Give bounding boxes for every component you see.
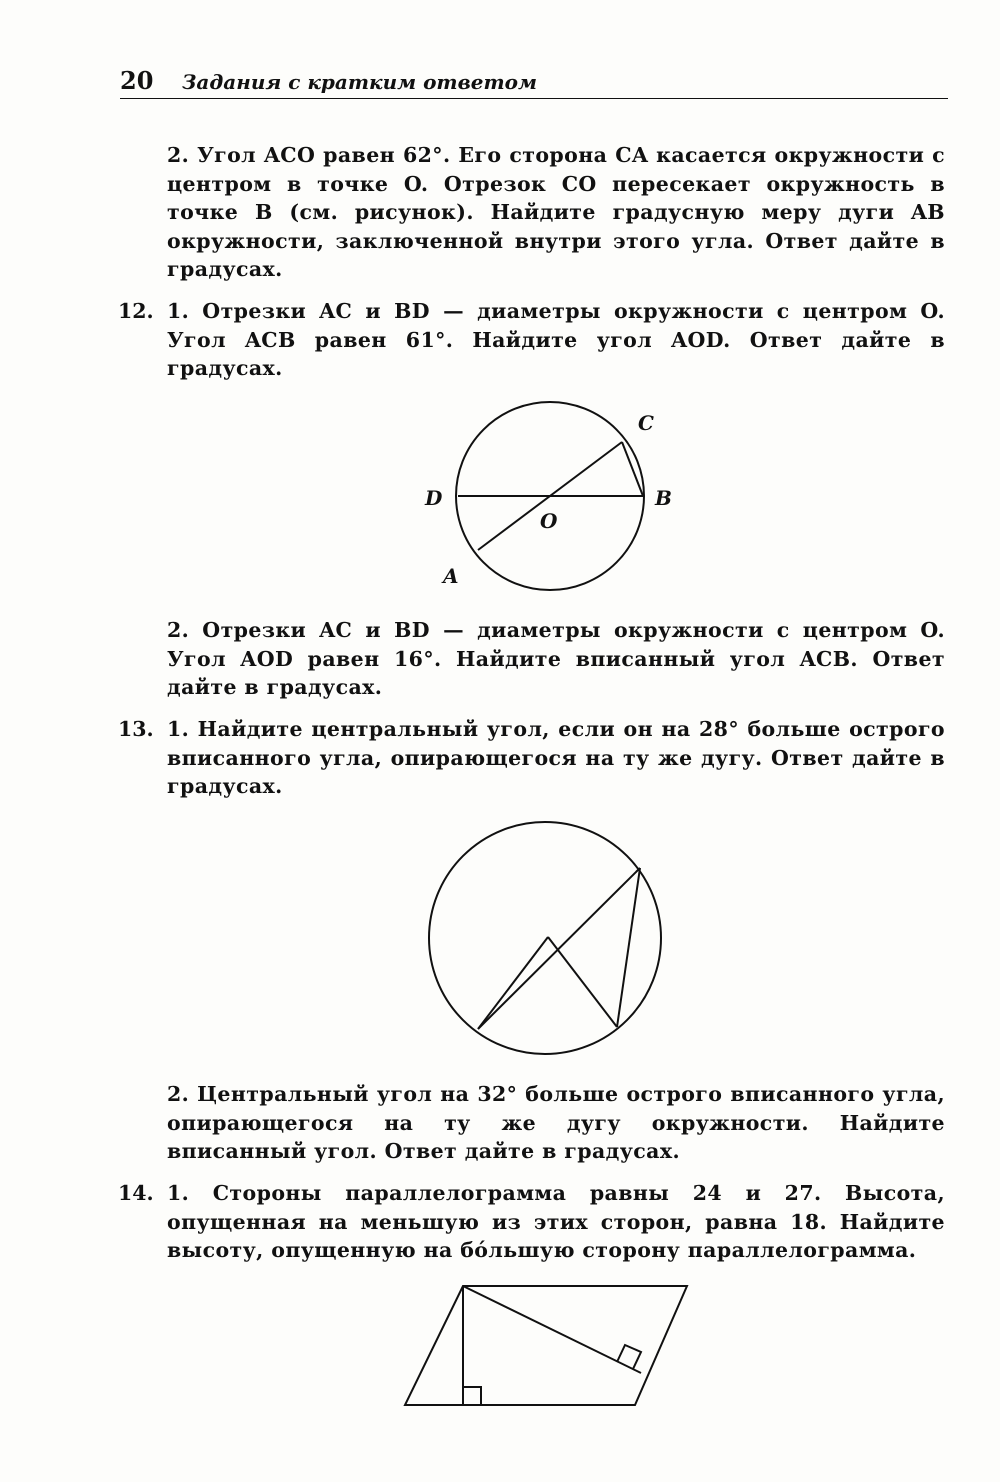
label-a: A <box>443 564 459 588</box>
problem-14-1-text: 1. Стороны параллелограмма равны 24 и 27. Высота, опущенная на меньшую из этих сторон, равна 18. Найдите высоту, опущенную на бóльшую сторону параллелограмма. <box>167 1181 945 1262</box>
problem-13-1-text: 1. Найдите центральный угол, если он на 28° больше острого вписанного угла, опирающегося на ту же дугу. Ответ дайте в градусах. <box>167 717 945 798</box>
problem-number-13: 13. <box>118 717 154 741</box>
problem-number-14: 14. <box>118 1181 154 1205</box>
radius-1 <box>478 937 548 1029</box>
label-c: C <box>638 411 654 435</box>
problem-12-2-text: 2. Отрезки AC и BD — диаметры окружности с центром O. Угол AOD равен 16°. Найдите вписанный угол ACB. Ответ дайте в градусах. <box>167 618 945 699</box>
radius-2 <box>548 937 617 1027</box>
right-angle-mark-1 <box>463 1387 481 1405</box>
figure-parallelogram <box>405 1286 687 1405</box>
figure-central-inscribed-angle <box>429 822 661 1054</box>
parallelogram-outline <box>405 1286 687 1405</box>
label-o: O <box>540 509 558 533</box>
label-b: B <box>655 486 672 510</box>
problem-11-2-text: 2. Угол ACO равен 62°. Его сторона CA касается окружности с центром в точке O. Отрезок CO пересекает окружность в точке B (см. рисунок). Найдите градусную меру дуги AB окружности, заключенной внутри этого угла. Ответ дайте в градусах. <box>167 143 945 281</box>
label-d: D <box>425 486 443 510</box>
problem-13-2-text: 2. Центральный угол на 32° больше острого вписанного угла, опирающегося на ту же дугу окружности. Найдите вписанный угол. Ответ дайте в градусах. <box>167 1082 945 1163</box>
figure-circle-diameters <box>456 402 644 590</box>
chord-inscribed-1 <box>478 868 640 1029</box>
section-title: Задания с кратким ответом <box>182 70 537 94</box>
circle-outline-2 <box>429 822 661 1054</box>
page-number: 20 <box>120 66 154 95</box>
height-long-side <box>463 1286 641 1373</box>
chord-inscribed-2 <box>617 868 640 1027</box>
problem-number-12: 12. <box>118 299 154 323</box>
problem-12-1-text: 1. Отрезки AC и BD — диаметры окружности с центром O. Угол ACB равен 61°. Найдите угол AOD. Ответ дайте в градусах. <box>167 299 945 380</box>
right-angle-mark-2 <box>617 1345 641 1369</box>
